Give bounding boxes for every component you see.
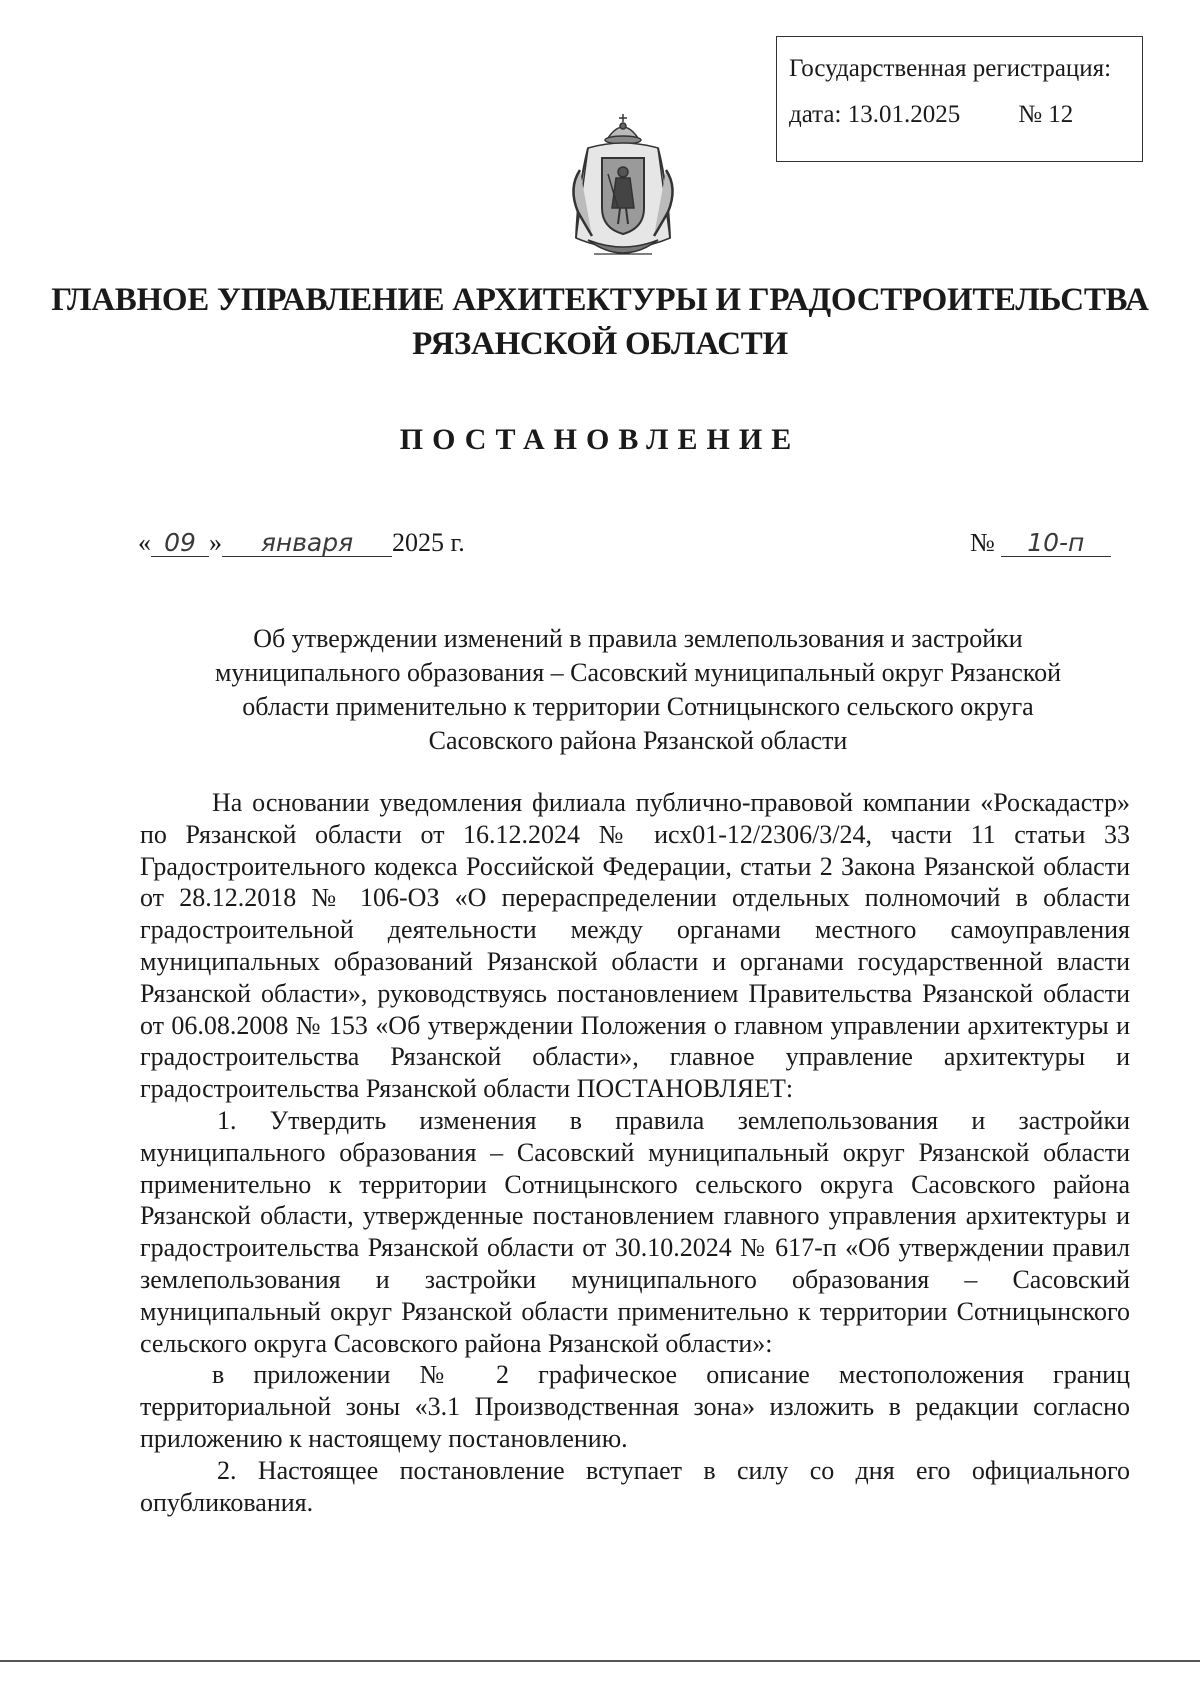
date-year: 2025 г. <box>392 528 465 557</box>
registration-number: № 12 <box>1018 101 1074 128</box>
document-number <box>970 528 1111 558</box>
subject-line: области применительно к территории Сотницынского сельского округа <box>242 692 1034 721</box>
body-preamble: На основании уведомления филиала публично-правовой компании «Роскадастр» по Рязанской области от 16.12.2024 № исх01-12/2306/3/24, части 11 статьи 33 Градостроительного кодекса Российской Федерации, статьи 2 Закона Рязанской области от 28.12.2018 № 106-ОЗ «О перераспределении отдельных полномочий в области градостроительной деятельности между органами местного самоуправления муниципальных образований Рязанской области и органами государственной власти Рязанской области», руководствуясь постановлением Правительства Рязанской области от 06.08.2008 № 153 «Об утверждении Положения о главном управлении архитектуры и градостроительства Рязанской области», главное управление архитектуры и градостроительства Рязанской области ПОСТАНОВЛЯЕТ: <box>140 788 1130 1104</box>
organization-title <box>0 278 1200 366</box>
document-date <box>138 528 465 558</box>
organization-title-line2: РЯЗАНСКОЙ ОБЛАСТИ <box>412 326 788 362</box>
subject-line: муниципального образования – Сасовский муниципальный округ Рязанской <box>214 658 1062 687</box>
document-body <box>140 787 1130 1518</box>
registration-label: Государственная регистрация: <box>789 55 1112 82</box>
body-item-2: 2. Настоящее постановление вступает в силу со дня его официального опубликования. <box>140 1455 1130 1517</box>
body-item-1: 1. Утвердить изменения в правила землепользования и застройки муниципального образования – Сасовский муниципальный округ Рязанской области применительно к территории Сотницынского сельского округа Сасовского района Рязанской области, утвержденные постановлением главного управления архитектуры и градостроительства Рязанской области от 30.10.2024 № 617-п «Об утверждении правил землепользования и застройки муниципального образования – Сасовский муниципальный округ Рязанской области применительно к территории Сотницынского сельского округа Сасовского района Рязанской области»: <box>140 1105 1130 1358</box>
handwritten-month: января <box>222 530 392 557</box>
organization-title-line1: ГЛАВНОЕ УПРАВЛЕНИЕ АРХИТЕКТУРЫ И ГРАДОСТРОИТЕЛЬСТВА <box>51 282 1149 318</box>
document-subject <box>138 622 1138 758</box>
body-item-1-detail: в приложении № 2 графическое описание местоположения границ территориальной зоны «3.1 Производственная зона» изложить в редакции согласно приложению к настоящему постановлению. <box>140 1360 1130 1453</box>
subject-line: Об утверждении изменений в правила землепользования и застройки <box>253 624 1023 653</box>
subject-line: Сасовского района Рязанской области <box>428 726 848 755</box>
ryazan-coat-of-arms-icon <box>558 108 688 268</box>
number-sign: № <box>970 528 995 557</box>
registration-date: дата: 13.01.2025 <box>789 101 961 128</box>
date-open-quote: « <box>138 528 151 557</box>
registration-date-number <box>789 101 1073 129</box>
page-bottom-divider <box>0 1660 1200 1662</box>
document-type-heading: ПОСТАНОВЛЕНИЕ <box>399 423 801 456</box>
date-close-quote: » <box>209 528 222 557</box>
handwritten-number: 10-п <box>1001 530 1111 557</box>
registration-stamp <box>776 36 1143 162</box>
handwritten-day: 09 <box>151 530 209 557</box>
